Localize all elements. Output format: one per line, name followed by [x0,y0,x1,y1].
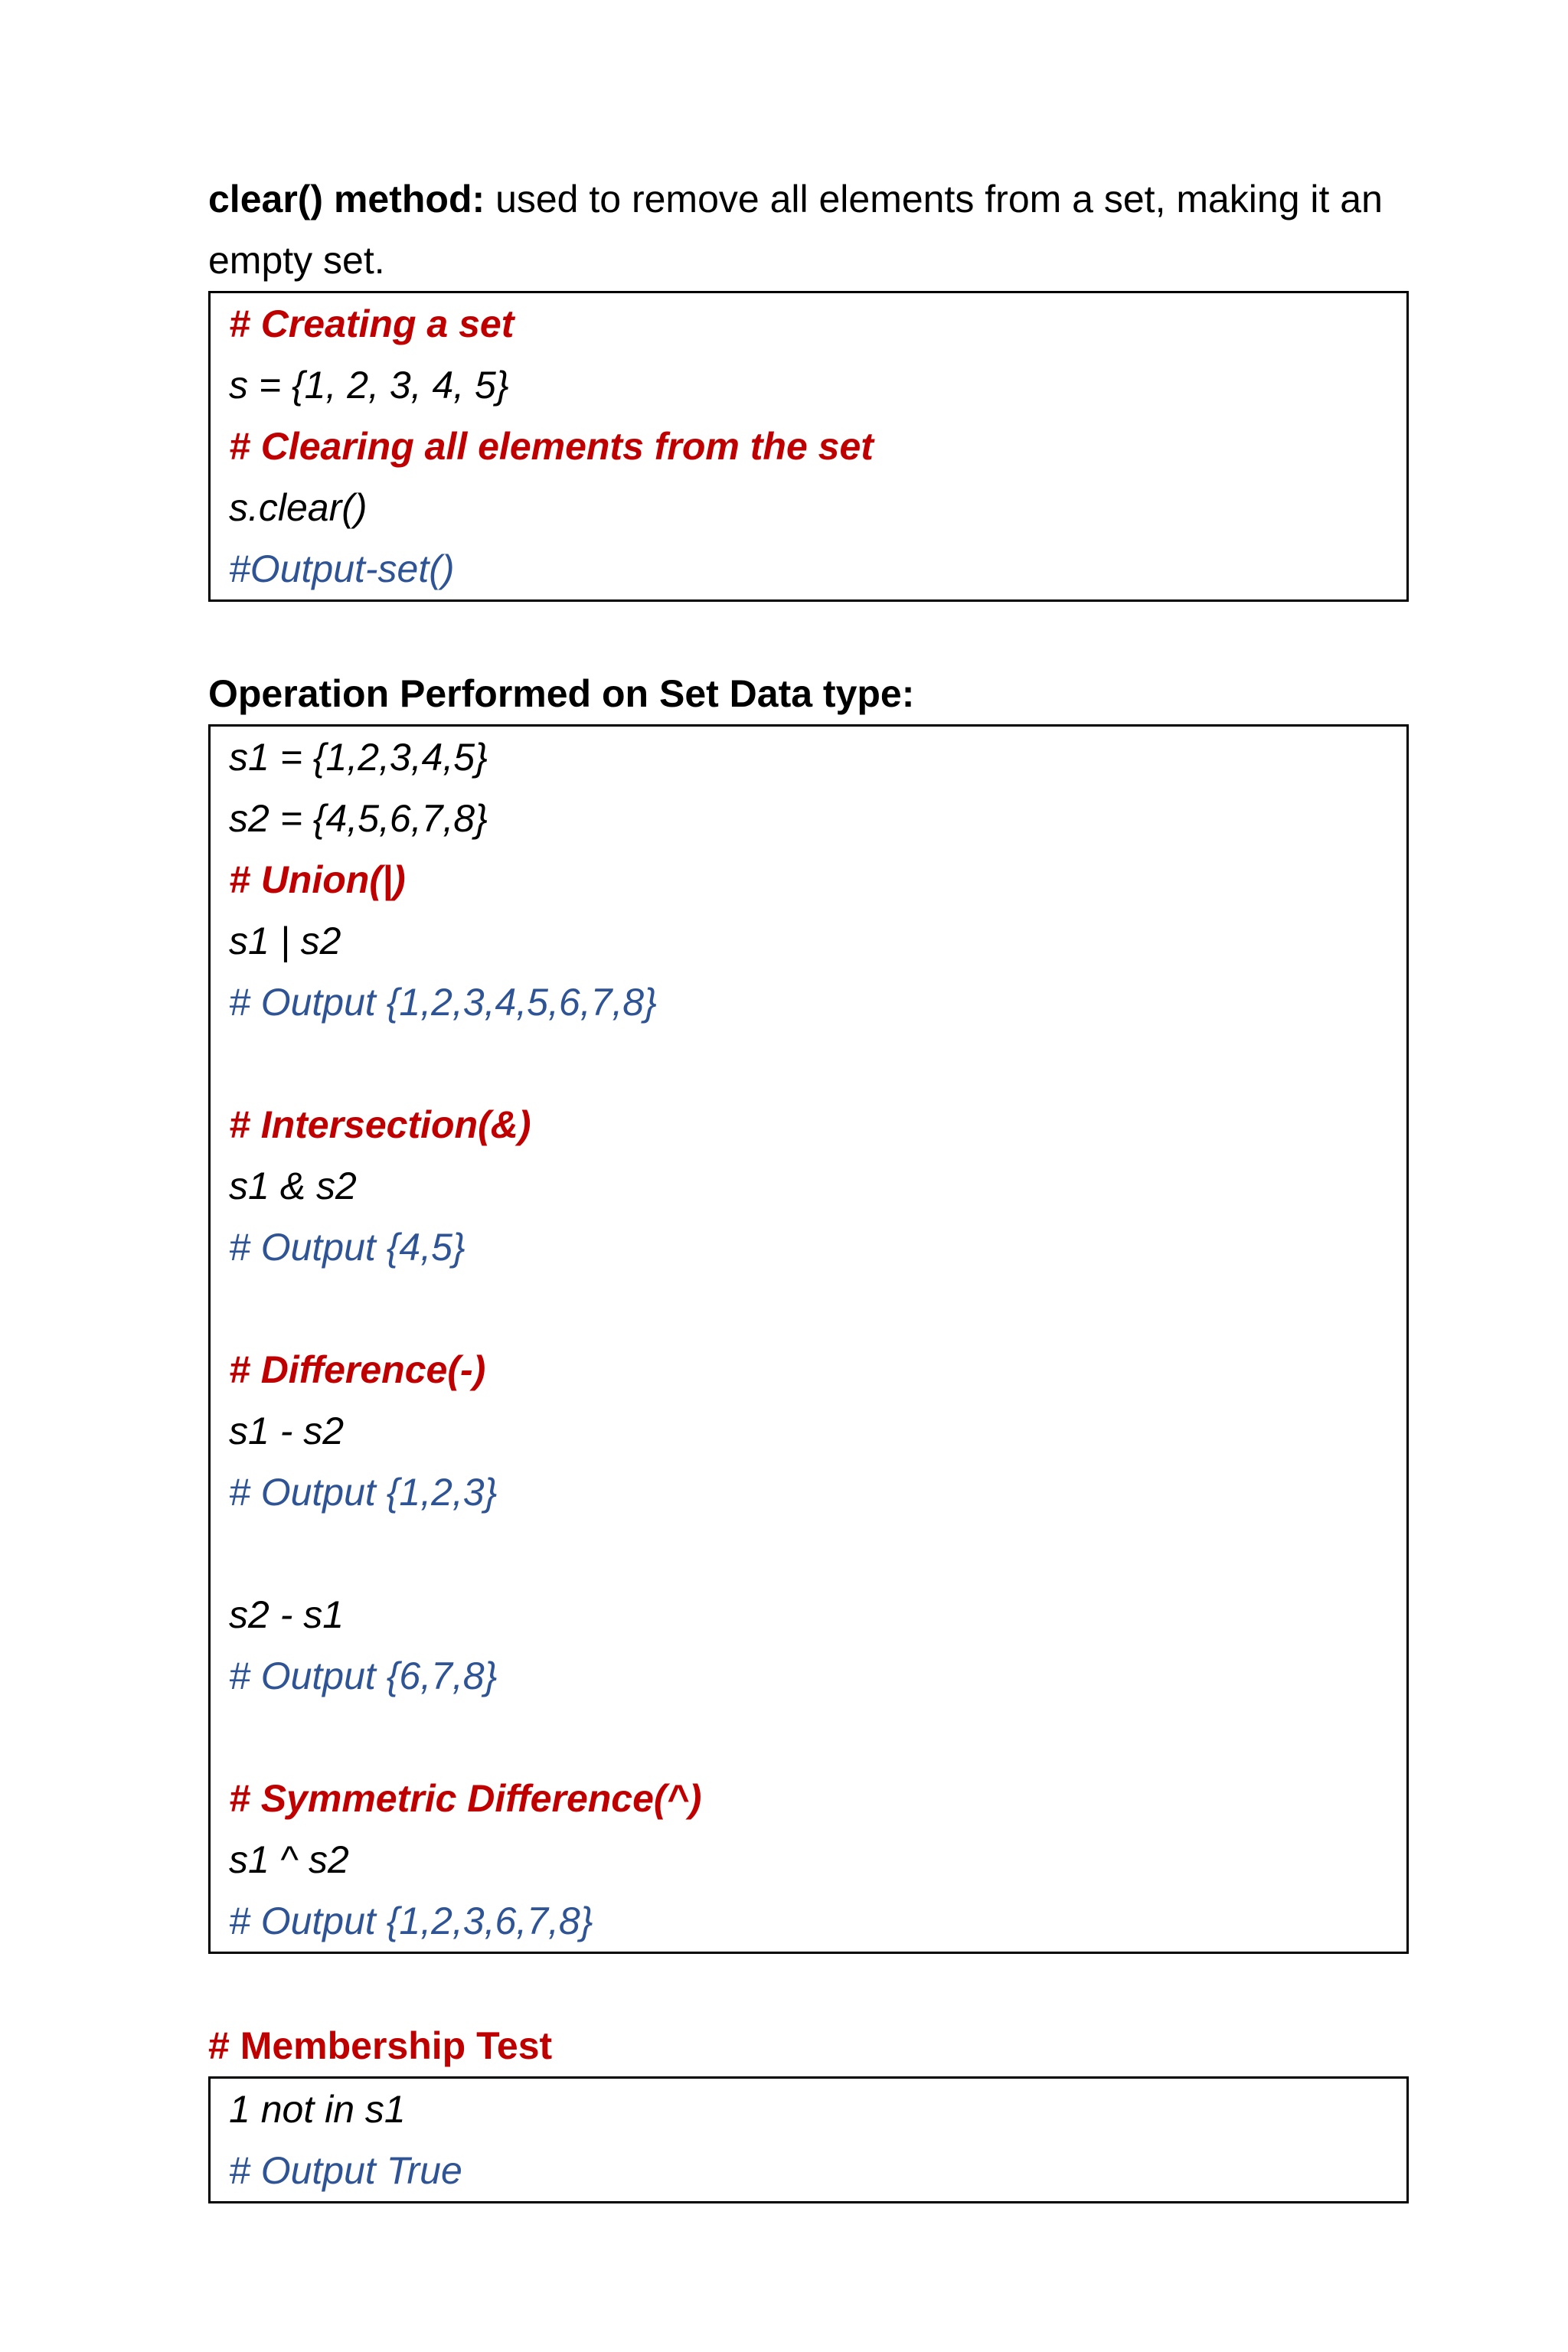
code-line-output: # Output {1,2,3} [229,1471,498,1514]
code-line-comment: # Union(|) [229,858,406,901]
intro-text: used to remove all elements from a set, making it an empty set. [208,178,1383,282]
code-line-code: 1 not in s1 [229,2088,406,2131]
code-line-code: s2 - s1 [229,1593,345,1636]
code-box-clear [208,291,1409,602]
code-line-blank [229,1707,1388,1768]
code-line-code: s.clear() [229,486,368,529]
code-box-membership [208,2076,1409,2203]
spacer [208,602,1409,663]
code-line-output: # Output {1,2,3,4,5,6,7,8} [229,981,657,1024]
code-line-comment: # Difference(-) [229,1348,486,1391]
code-line-code: s2 = {4,5,6,7,8} [229,797,488,840]
intro-bold-term: clear() method: [208,178,485,220]
code-line-blank [229,1033,1388,1094]
code-line-comment: # Clearing all elements from the set [229,425,874,468]
code-line-code: s1 - s2 [229,1410,345,1452]
intro-paragraph [208,168,1409,291]
code-line-comment: # Symmetric Difference(^) [229,1777,702,1820]
code-line-output: # Output {4,5} [229,1226,466,1269]
document-page [208,168,1409,2203]
code-line-comment: # Creating a set [229,302,514,345]
code-line-output: # Output {6,7,8} [229,1655,498,1697]
code-line-code: s1 | s2 [229,920,341,962]
code-line-comment: # Intersection(&) [229,1103,531,1146]
code-line-code: s1 & s2 [229,1165,357,1207]
code-line-output: # Output True [229,2149,462,2192]
code-line-code: s1 ^ s2 [229,1838,349,1881]
code-line-blank [229,1278,1388,1339]
code-line-blank [229,1523,1388,1584]
heading-operations: Operation Performed on Set Data type: [208,672,915,715]
code-line-code: s1 = {1,2,3,4,5} [229,736,488,779]
spacer [208,1954,1409,2015]
code-line-output: # Output {1,2,3,6,7,8} [229,1900,593,1942]
code-box-operations [208,724,1409,1954]
code-line-output: #Output-set() [229,547,455,590]
code-line-code: s = {1, 2, 3, 4, 5} [229,364,509,407]
heading-membership: # Membership Test [208,2024,553,2067]
